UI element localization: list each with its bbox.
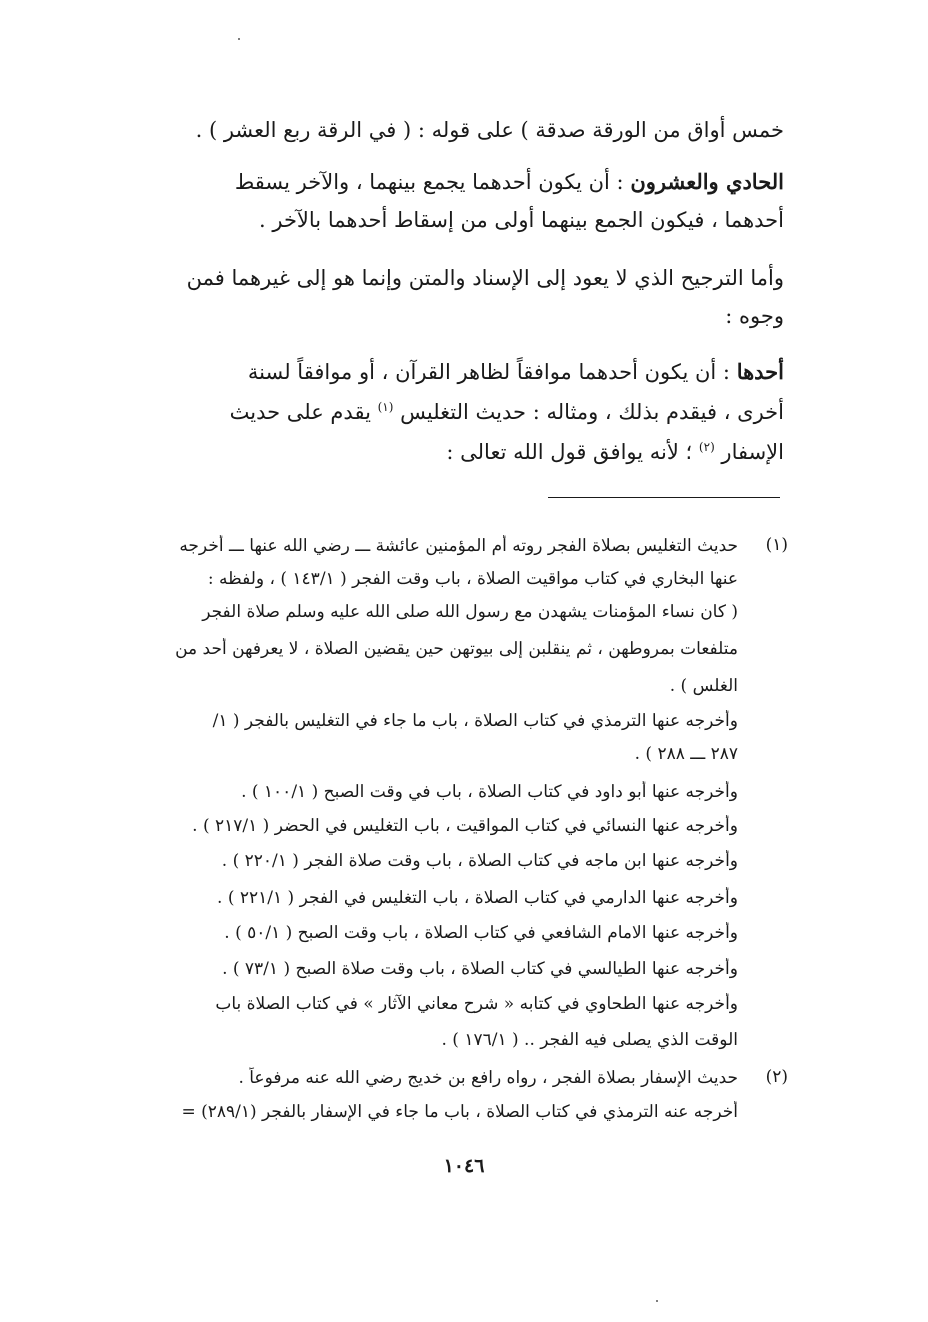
scan-speck xyxy=(656,1300,658,1302)
footnote-line: الغلس ) . xyxy=(669,676,738,696)
footnote-line: وأخرجه عنها ابن ماجه في كتاب الصلاة ، باب وقت صلاة الفجر ( ٢٢٠/١ ) . xyxy=(221,851,738,871)
footnote-line: حديث التغليس بصلاة الفجر روته أم المؤمنين عائشة ـــ رضي الله عنها ـــ أخرجه xyxy=(179,536,738,556)
body-line xyxy=(138,392,784,432)
footnote-ref[interactable]: (١) xyxy=(377,400,394,414)
body-text: : أن يكون أحدهما موافقاً لظاهر القرآن ، أو موافقاً لسنة xyxy=(247,360,737,384)
body-text: ؛ لأنه يوافق قول الله تعالى : xyxy=(446,440,699,464)
page-number: ١٠٤٦ xyxy=(443,1155,485,1177)
footnote-ref[interactable]: (٢) xyxy=(698,440,715,454)
body-text: خمس أواق من الورقة صدقة ) على قوله : ( في الرقة ربع العشر ) . xyxy=(195,118,784,142)
body-text: الإسفار xyxy=(714,440,784,464)
body-line xyxy=(138,200,784,240)
footnote-line: وأخرجه عنها أبو داود في كتاب الصلاة ، باب في وقت الصبح ( ١٠٠/١ ) . xyxy=(241,782,738,802)
footnote-number: (١) xyxy=(765,535,788,555)
bold-heading: الحادي والعشرون xyxy=(630,169,784,194)
footnote-line: وأخرجه عنها الطيالسي في كتاب الصلاة ، باب وقت صلاة الصبح ( ٧٣/١ ) . xyxy=(222,959,738,979)
paragraph-first-aspect xyxy=(138,352,784,392)
footnote-line: ( كان نساء المؤمنات يشهدن مع رسول الله صلى الله عليه وسلم صلاة الفجر xyxy=(202,602,738,622)
body-line xyxy=(138,432,784,472)
footnote-line: أخرجه عنه الترمذي في كتاب الصلاة ، باب ما جاء في الإسفار بالفجر (٢٨٩/١) = xyxy=(181,1102,738,1122)
body-text: وجوه : xyxy=(725,304,784,328)
footnote-line: الوقت الذي يصلى فيه الفجر .. ( ١٧٦/١ ) . xyxy=(441,1030,738,1050)
paragraph-external-tarjih xyxy=(138,258,784,298)
footnote-line: وأخرجه عنها الامام الشافعي في كتاب الصلاة ، باب وقت الصبح ( ٥٠/١ ) . xyxy=(224,923,738,943)
body-line xyxy=(138,110,784,150)
body-text: وأما الترجيح الذي لا يعود إلى الإسناد والمتن وإنما هو إلى غيرهما فمن xyxy=(186,266,784,290)
body-text: أحدهما ، فيكون الجمع بينهما أولى من إسقاط أحدهما بالآخر . xyxy=(259,208,784,232)
paragraph-21 xyxy=(138,162,784,202)
footnote-line: متلفعات بمروطهن ، ثم ينقلبن إلى بيوتهن حين يقضين الصلاة ، لا يعرفهن أحد من xyxy=(175,639,738,659)
footnote-line: وأخرجه عنها الترمذي في كتاب الصلاة ، باب ما جاء في التغليس بالفجر ( ١/ xyxy=(212,711,738,731)
footnote-separator xyxy=(548,497,780,498)
scan-speck xyxy=(238,38,240,40)
body-text: يقدم على حديث xyxy=(229,400,378,424)
footnote-line: ٢٨٧ ـــ ٢٨٨ ) . xyxy=(634,744,738,764)
footnote-line: وأخرجه عنها الدارمي في كتاب الصلاة ، باب التغليس في الفجر ( ٢٢١/١ ) . xyxy=(217,888,738,908)
body-text: أخرى ، فيقدم بذلك ، ومثاله : حديث التغليس xyxy=(393,400,784,424)
footnote-line: حديث الإسفار بصلاة الفجر ، رواه رافع بن خديج رضي الله عنه مرفوعاً . xyxy=(238,1068,738,1088)
body-text: : أن يكون أحدهما يجمع بينهما ، والآخر يسقط xyxy=(234,170,631,194)
body-line xyxy=(138,296,784,336)
footnote-line: وأخرجه عنها الطحاوي في كتابه « شرح معاني الآثار » في كتاب الصلاة باب xyxy=(215,994,738,1014)
bold-heading: أحدها xyxy=(736,359,784,384)
footnote-line: عنها البخاري في كتاب مواقيت الصلاة ، باب وقت الفجر ( ١٤٣/١ ) ، ولفظه : xyxy=(207,569,738,589)
footnote-line: وأخرجه عنها النسائي في كتاب المواقيت ، باب التغليس في الحضر ( ٢١٧/١ ) . xyxy=(192,816,738,836)
footnote-number: (٢) xyxy=(765,1067,788,1087)
